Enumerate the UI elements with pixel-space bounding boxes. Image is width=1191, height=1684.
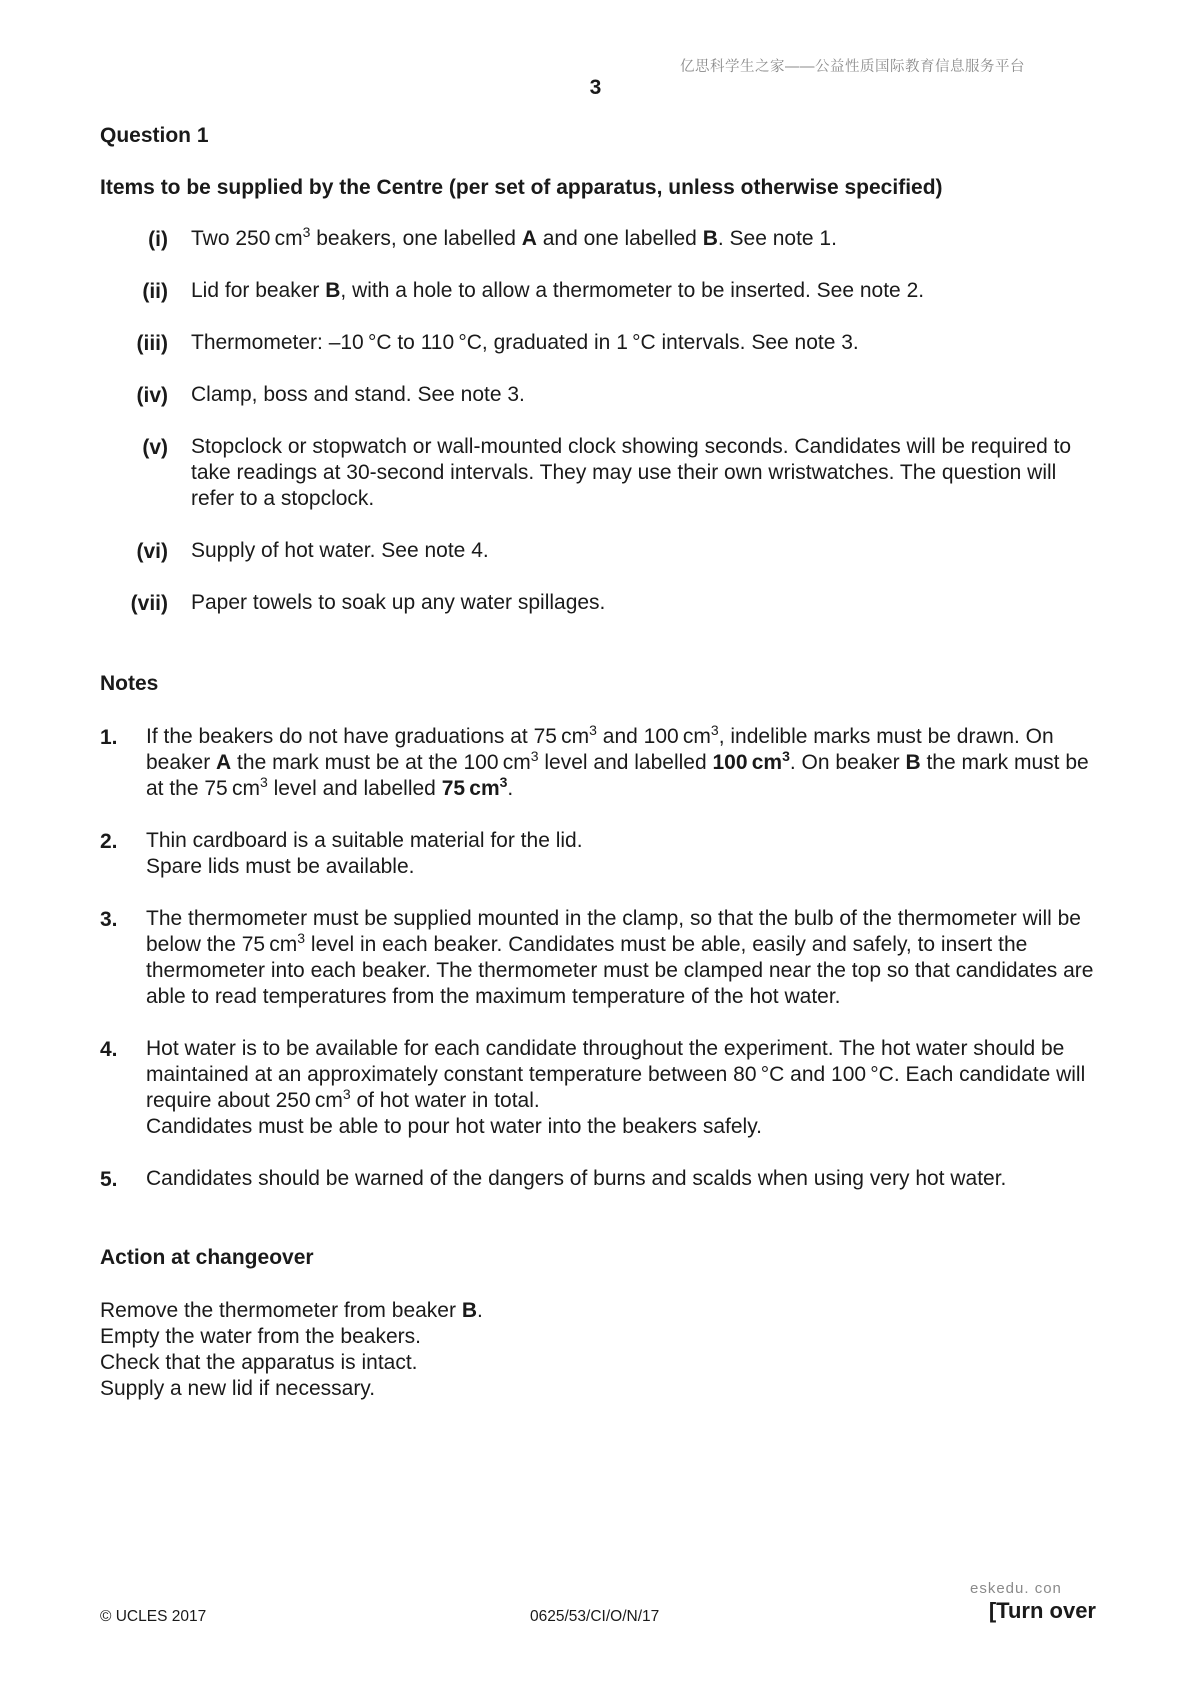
notes-heading: Notes — [100, 672, 159, 695]
note-text: The thermometer must be supplied mounted in the clamp, so that the bulb of the thermometer will be below the 75 $cm^3$ level in each beaker. Candidates must be able, easily and safely, to insert the thermometer into each beaker. The thermometer must be clamped near the top so that candidates are able to read temperatures from the maximum temperature of the hot water. — [146, 907, 1094, 1008]
item-number: (vii) — [130, 592, 168, 615]
action-heading: Action at changeover — [100, 1246, 314, 1269]
item-number: (iii) — [136, 332, 168, 355]
note-text: Hot water is to be available for each candidate throughout the experiment. The hot water should be maintained at an approximately constant temperature between 80 °C and 100 °C. Each candidate will require about 250 $cm^3$ of hot water in total. Candidates must be able to pour hot water into the beakers safely. — [146, 1037, 1086, 1138]
item-text: Supply of hot water. See note 4. — [191, 539, 489, 562]
footer-site-watermark: eskedu. con — [970, 1580, 1062, 1597]
action-line: Remove the thermometer from beaker B. — [100, 1299, 483, 1322]
footer-copyright: © UCLES 2017 — [100, 1608, 207, 1625]
action-line: Supply a new lid if necessary. — [100, 1377, 376, 1400]
item-text: Thermometer: –10 °C to 110 °C, graduated in 1 °C intervals. See note 3. — [191, 331, 859, 354]
item-number: (v) — [142, 436, 168, 459]
action-line: Empty the water from the beakers. — [100, 1325, 421, 1348]
note-number: 4. — [100, 1038, 118, 1061]
item-text: Clamp, boss and stand. See note 3. — [191, 383, 525, 406]
footer-code: 0625/53/CI/O/N/17 — [530, 1608, 660, 1625]
page-number: 3 — [589, 76, 602, 99]
watermark-text: 亿思科学生之家——公益性质国际教育信息服务平台 — [680, 59, 1025, 75]
note-number: 1. — [100, 726, 118, 749]
action-line: Check that the apparatus is intact. — [100, 1351, 418, 1374]
item-number: (vi) — [136, 540, 168, 563]
turn-over-label: [Turn over — [988, 1598, 1096, 1623]
note-number: 2. — [100, 830, 118, 853]
note-text: If the beakers do not have graduations at 75 $cm^3$ and 100 $cm^3$, indelible marks must be drawn. On beaker A the mark must be at the 100 $cm^3$ level and labelled 100 $cm^3$. On beaker B the mark must be at the 75 $cm^3$ level and labelled 75 $cm^3$. — [146, 722, 1089, 800]
note-number: 3. — [100, 908, 118, 931]
note-text: Thin cardboard is a suitable material for the lid. Spare lids must be available. — [146, 829, 583, 878]
item-text: Two 250 $cm^3$ beakers, one labelled A and one labelled B. See note 1. — [191, 224, 837, 250]
item-text: Paper towels to soak up any water spillages. — [191, 591, 606, 614]
question-title: Question 1 — [100, 124, 209, 147]
action-list — [100, 1298, 1100, 1402]
item-text: Lid for beaker B, with a hole to allow a thermometer to be inserted. See note 2. — [191, 279, 925, 302]
item-number: (i) — [148, 228, 168, 251]
item-number: (iv) — [136, 384, 168, 407]
item-number: (ii) — [142, 280, 168, 303]
note-text: Candidates should be warned of the dangers of burns and scalds when using very hot water. — [146, 1167, 1007, 1190]
note-number: 5. — [100, 1168, 118, 1191]
item-text: Stopclock or stopwatch or wall-mounted clock showing seconds. Candidates will be required to take readings at 30-second intervals. They may use their own wristwatches. The question will refer to a stopclock. — [191, 435, 1072, 510]
items-heading: Items to be supplied by the Centre (per set of apparatus, unless otherwise specified) — [100, 176, 943, 199]
